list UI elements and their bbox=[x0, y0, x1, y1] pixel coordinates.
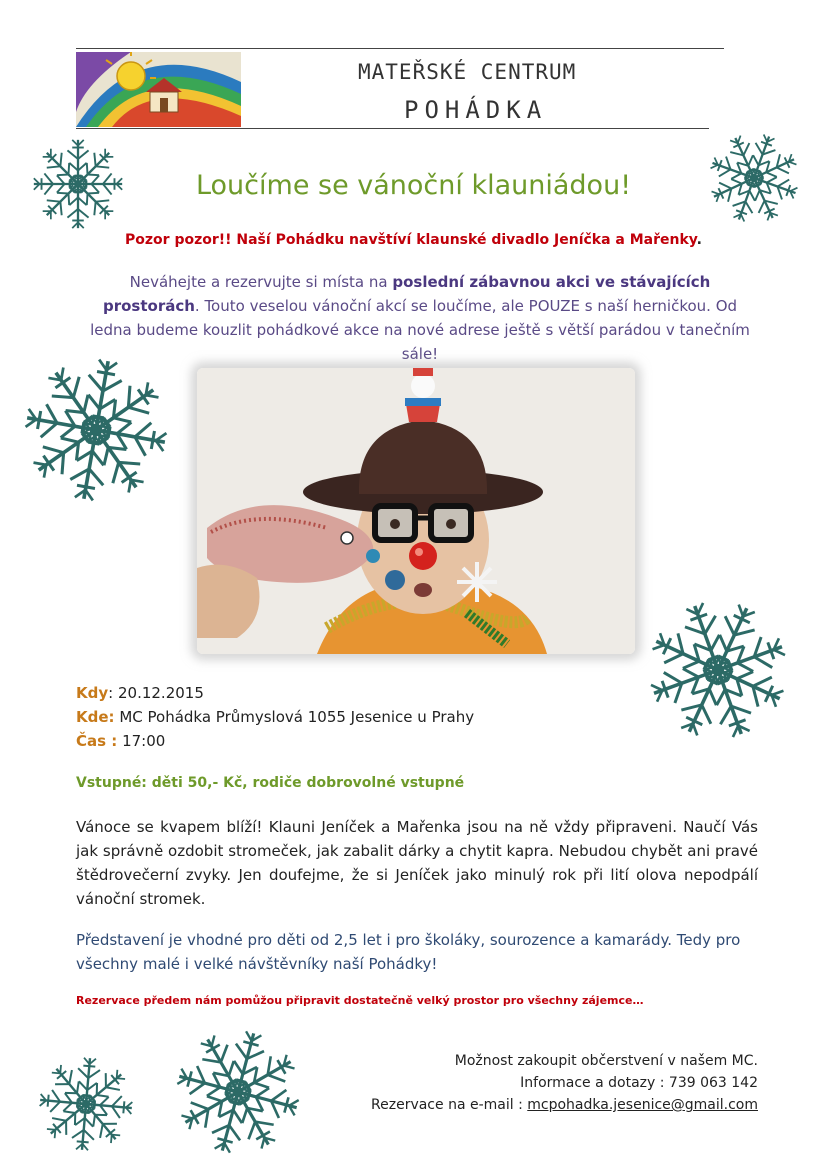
email-link[interactable]: mcpohadka.jesenice@gmail.com bbox=[527, 1097, 758, 1113]
body-paragraph: Vánoce se kvapem blíží! Klauni Jeníček a Mařenka jsou na ně vždy připraveni. Naučí Vás jak správně ozdobit stromeček, jak zabalit dárky a chytit kapra. Nebudou chybět ani pravé štědrovečerní zvyky. Jen doufejme, že si Jeníček jako minulý rok při lití olova nepodpálí vánoční stromek. bbox=[76, 818, 758, 908]
event-time: Čas : 17:00 bbox=[76, 732, 166, 750]
sun-house-rainbow-logo bbox=[76, 52, 241, 127]
header-bottom-rule bbox=[76, 128, 709, 129]
event-date: Kdy: 20.12.2015 bbox=[76, 684, 204, 702]
reservation-note: Rezervace předem nám pomůžou připravit dostatečně velký prostor pro všechny zájemce… bbox=[76, 994, 644, 1007]
reservation-email-line: Rezervace na e-mail : mcpohadka.jesenice@gmail.com bbox=[371, 1097, 758, 1113]
snowflake-icon bbox=[644, 596, 792, 744]
snowflake-icon bbox=[36, 1054, 136, 1154]
admission-fee: Vstupné: děti 50,- Kč, rodiče dobrovolné vstupné bbox=[76, 775, 465, 791]
info-phone: Informace a dotazy : 739 063 142 bbox=[520, 1075, 758, 1091]
contact-block bbox=[371, 1050, 758, 1116]
snowflake-icon bbox=[172, 1026, 304, 1158]
brand-line-2: POHÁDKA bbox=[404, 96, 548, 124]
brand-line-1: MATEŘSKÉ CENTRUM bbox=[358, 60, 577, 84]
page-title: Loučíme se vánoční klauniádou! bbox=[195, 170, 632, 201]
intro-paragraph: Neváhejte a rezervujte si místa na poslední zábavnou akci ve stávajících prostorách. Touto veselou vánoční akcí se loučíme, ale POUZE s naší herničkou. Od ledna budeme kouzlit pohádkové akce na nové adrese ještě s větší parádou v tanečním sále! bbox=[90, 273, 750, 363]
snowflake-icon bbox=[20, 354, 172, 506]
event-place: Kde: MC Pohádka Průmyslová 1055 Jesenice u Prahy bbox=[76, 708, 475, 726]
header-top-rule bbox=[76, 48, 724, 49]
audience-paragraph: Představení je vhodné pro děti od 2,5 let i pro školáky, sourozence a kamarády. Tedy pro všechny malé i velké návštěvníky naší Pohádky! bbox=[76, 931, 741, 973]
refreshment-note: Možnost zakoupit občerstvení v našem MC. bbox=[454, 1053, 758, 1069]
alert-headline: Pozor pozor!! Naší Pohádku navštíví klaunské divadlo Jeníčka a Mařenky. bbox=[125, 232, 702, 248]
clown-photo bbox=[197, 368, 635, 654]
